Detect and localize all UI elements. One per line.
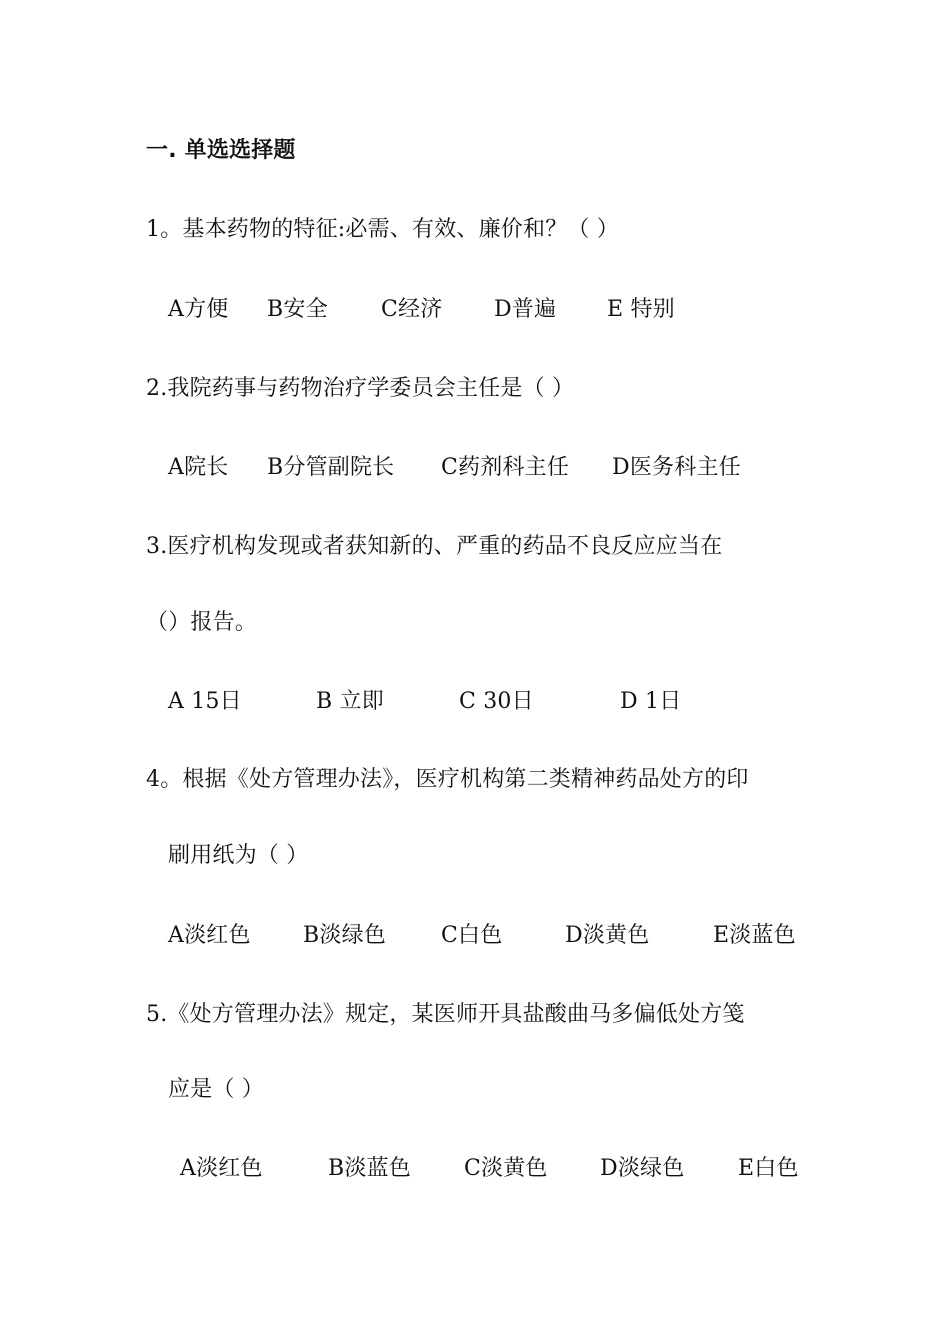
question-5-text-line-2: 应是（ ） — [168, 1077, 264, 1102]
question-4-option-b: B淡绿色 — [303, 923, 386, 948]
question-1-option-b: B安全 — [267, 297, 328, 322]
question-4-text-line-1: 4。根据《处方管理办法》，医疗机构第二类精神药品处方的印 — [146, 767, 749, 792]
question-5-text-line-1: 5.《处方管理办法》规定，某医师开具盐酸曲马多偏低处方笺 — [146, 1002, 745, 1027]
question-4-option-c: C白色 — [441, 923, 503, 948]
question-1-option-a: A方便 — [168, 297, 229, 322]
question-1-option-c: C经济 — [381, 297, 443, 322]
question-3-option-b: B 立即 — [316, 689, 384, 714]
question-5-option-e: E白色 — [738, 1156, 799, 1181]
question-2-option-c: C药剂科主任 — [441, 455, 570, 480]
question-3-text-line-2: （）报告。 — [146, 610, 258, 635]
question-5-option-c: C淡黄色 — [464, 1156, 548, 1181]
question-3-option-c: C 30日 — [459, 689, 534, 714]
section-heading: 一. 单选选择题 — [146, 138, 296, 163]
question-2-option-b: B分管副院长 — [267, 455, 395, 480]
question-4-option-a: A淡红色 — [168, 923, 251, 948]
question-5-option-b: B淡蓝色 — [328, 1156, 411, 1181]
question-2-text: 2.我院药事与药物治疗学委员会主任是（ ） — [146, 376, 575, 401]
question-3-option-a: A 15日 — [168, 689, 242, 714]
question-1-text: 1。基本药物的特征:必需、有效、廉价和？（ ） — [146, 217, 620, 242]
question-1-option-e: E 特别 — [607, 297, 675, 322]
question-2-option-a: A院长 — [168, 455, 229, 480]
question-4-text-line-2: 刷用纸为（ ） — [168, 843, 309, 868]
question-3-option-d: D 1日 — [620, 689, 682, 714]
question-4-option-e: E淡蓝色 — [713, 923, 796, 948]
question-5-option-a: A淡红色 — [180, 1156, 263, 1181]
question-2-option-d: D医务科主任 — [612, 455, 741, 480]
question-5-option-d: D淡绿色 — [600, 1156, 685, 1181]
question-4-option-d: D淡黄色 — [565, 923, 650, 948]
question-1-option-d: D普遍 — [494, 297, 557, 322]
question-3-text-line-1: 3.医疗机构发现或者获知新的、严重的药品不良反应应当在 — [146, 534, 723, 559]
